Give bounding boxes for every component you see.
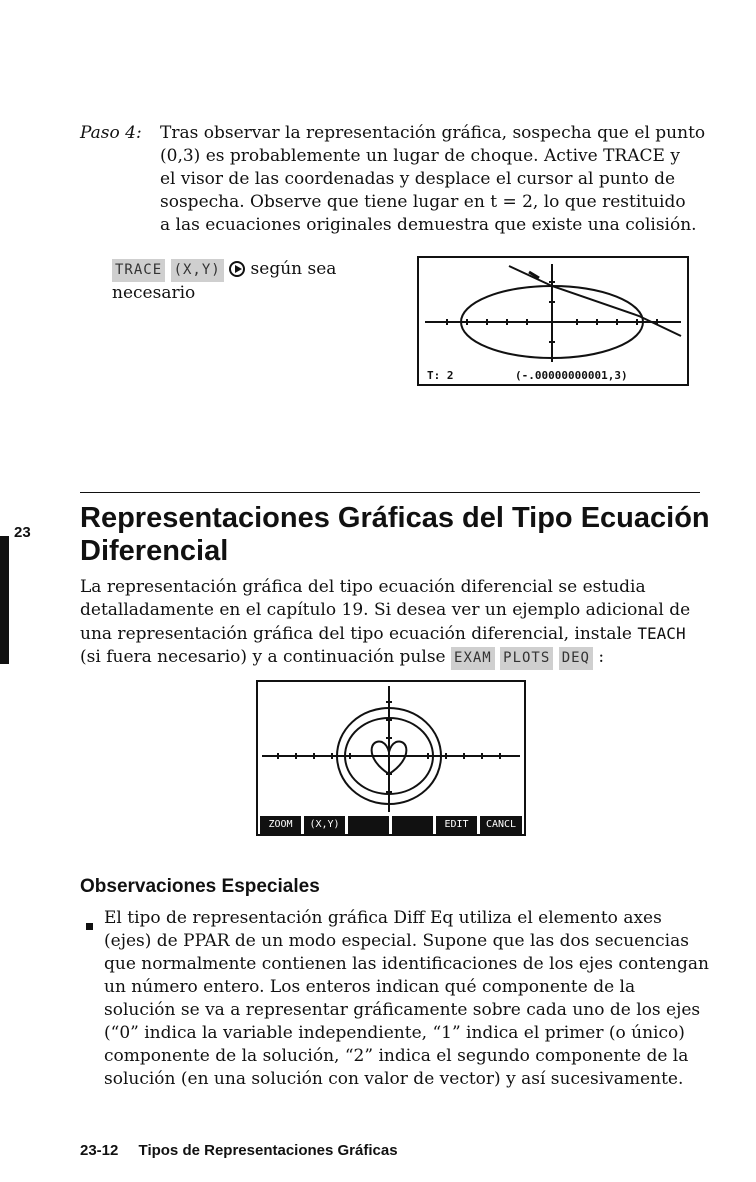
right-arrow-icon [229, 261, 245, 277]
step-line: Tras observar la representación gráfica, sospecha que el punto [160, 123, 706, 143]
xy-key: (X,Y) [171, 259, 224, 282]
step-line: a las ecuaciones originales demuestra que existe una colisión. [160, 215, 697, 235]
keystroke-instruction [112, 258, 402, 305]
section-title-line: Representaciones Gráficas del Tipo Ecuación [80, 502, 710, 534]
step-label: Paso 4: [80, 123, 142, 143]
observations-text [104, 907, 724, 1091]
menu-zoom: ZOOM [260, 816, 301, 834]
teach-command: TEACH [637, 624, 686, 643]
page-footer [80, 1142, 398, 1159]
intro-colon: : [598, 647, 605, 667]
step-line: sospecha. Observe que tiene lugar en t = 2, lo que restituido [160, 192, 686, 212]
intro-line [80, 622, 720, 646]
menu-empty [348, 816, 389, 834]
chapter-tab-bar [0, 536, 9, 664]
page-number: 23-12 [80, 1142, 119, 1159]
step-line: (0,3) es probablemente un lugar de choque. Active TRACE y [160, 146, 680, 166]
section-title-line: Diferencial [80, 535, 229, 567]
obs-line: El tipo de representación gráfica Diff Eq utiliza el elemento axes [104, 908, 662, 928]
intro-text: una representación gráfica del tipo ecuación diferencial, instale [80, 624, 632, 644]
calculator-screen-deq [256, 680, 526, 836]
menu-bar [258, 816, 524, 834]
observations-heading: Observaciones Especiales [80, 876, 320, 897]
obs-line: un número entero. Los enteros indican qué componente de la [104, 977, 636, 997]
menu-xy: (X,Y) [304, 816, 345, 834]
obs-line: (“0” indica la variable independiente, “1” indica el primer (o único) [104, 1023, 685, 1043]
section-divider [80, 492, 700, 493]
menu-edit: EDIT [436, 816, 477, 834]
step-line: el visor de las coordenadas y desplace el cursor al punto de [160, 169, 676, 189]
obs-line: (ejes) de PPAR de un modo especial. Supone que las dos secuencias [104, 931, 689, 951]
square-bullet-icon [86, 923, 93, 930]
intro-paragraph [80, 576, 720, 670]
trace-key: TRACE [112, 259, 165, 282]
bullet-icon [86, 915, 93, 934]
intro-line [80, 646, 720, 670]
step-text [160, 122, 720, 237]
deq-plot [258, 682, 524, 814]
obs-line: solución (en una solución con valor de vector) y así sucesivamente. [104, 1069, 684, 1089]
plots-key: PLOTS [500, 647, 553, 670]
section-title [80, 502, 740, 568]
trace-coords: (-.00000000001,3) [515, 369, 628, 382]
examples-key: EXAM [451, 647, 495, 670]
calculator-screen-trace [417, 256, 689, 386]
menu-empty [392, 816, 433, 834]
keystroke-suffix: según sea [250, 259, 337, 279]
trace-time-label: T: 2 [427, 369, 454, 382]
obs-line: que normalmente contienen las identificaciones de los ejes contengan [104, 954, 709, 974]
obs-line: componente de la solución, “2” indica el segundo componente de la [104, 1046, 689, 1066]
keystroke-line2: necesario [112, 283, 196, 303]
trace-plot [419, 258, 687, 384]
intro-line: La representación gráfica del tipo ecuación diferencial se estudia [80, 577, 646, 597]
obs-line: solución se va a representar gráficamente sobre cada uno de los ejes [104, 1000, 701, 1020]
intro-text: (si fuera necesario) y a continuación pulse [80, 647, 446, 667]
footer-title: Tipos de Representaciones Gráficas [138, 1142, 398, 1159]
menu-cancel: CANCL [480, 816, 522, 834]
deq-key: DEQ [559, 647, 593, 670]
chapter-number: 23 [14, 524, 31, 541]
intro-line: detalladamente en el capítulo 19. Si desea ver un ejemplo adicional de [80, 600, 691, 620]
